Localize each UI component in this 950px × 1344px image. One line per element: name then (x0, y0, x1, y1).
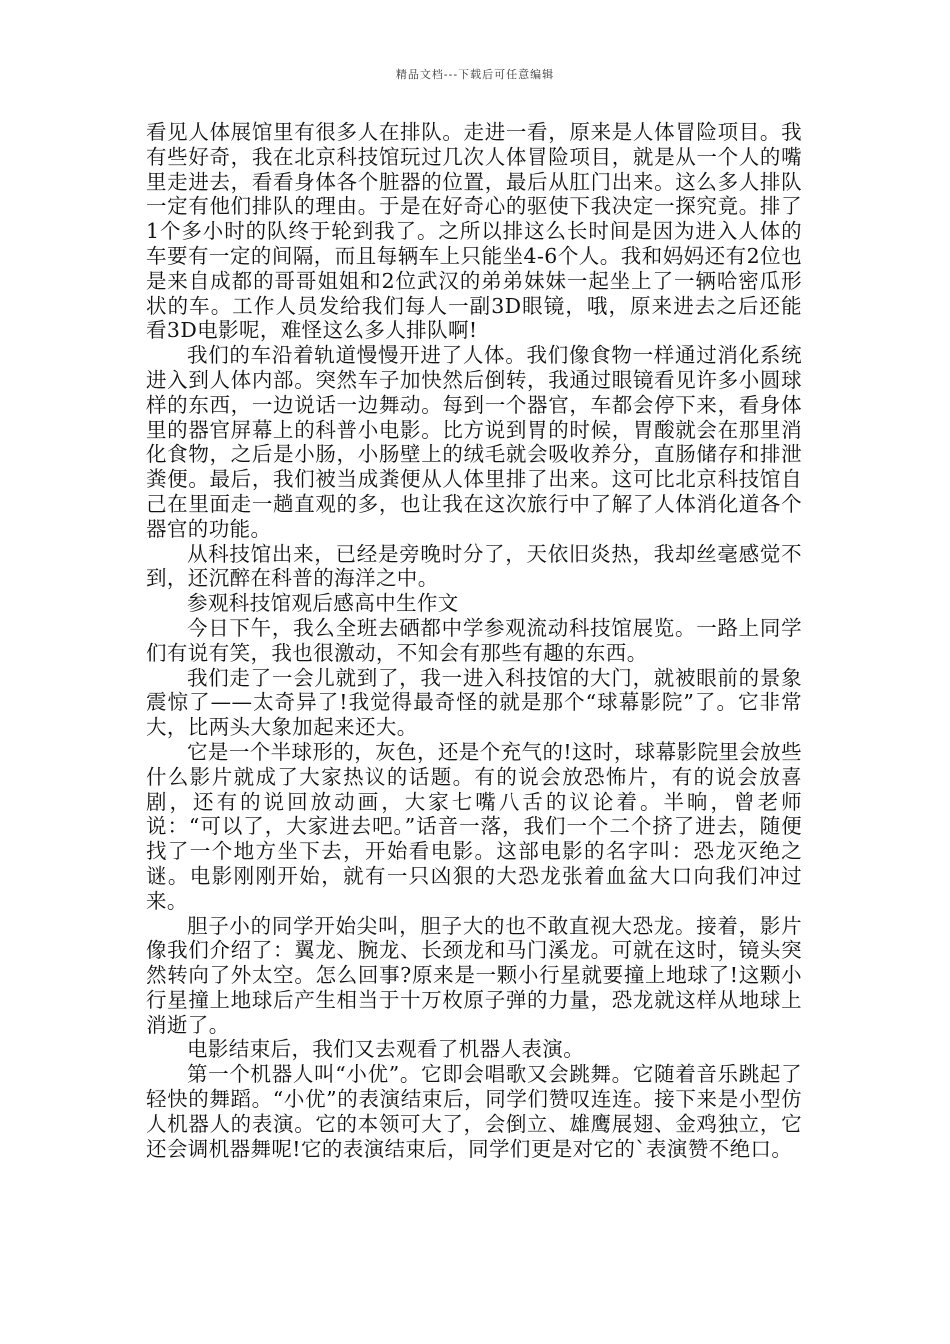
document-body (146, 120, 802, 1161)
section-title: 参观科技馆观后感高中生作文 (187, 591, 459, 616)
paragraph: 电影结束后，我们又去观看了机器人表演。 (187, 1037, 585, 1062)
paragraph: 我们走了一会儿就到了，我一进入科技馆的大门，就被眼前的景象震惊了——太奇异了!我觉得最奇怪的就是那个“球幕影院”了。它非常大，比两头大象加起来还大。 (146, 665, 802, 740)
paragraph: 今日下午，我么全班去硒都中学参观流动科技馆展览。一路上同学们有说有笑，我也很激动，不知会有那些有趣的东西。 (146, 615, 802, 665)
paragraph: 第一个机器人叫“小优”。它即会唱歌又会跳舞。它随着音乐跳起了轻快的舞蹈。“小优”的表演结束后，同学们赞叹连连。接下来是小型仿人机器人的表演。它的本领可大了，会倒立、雄鹰展翅、金鸡独立，它还会调机器舞呢!它的表演结束后，同学们更是对它的`表演赞不绝口。 (146, 1062, 802, 1161)
paragraph: 胆子小的同学开始尖叫，胆子大的也不敢直视大恐龙。接着，影片像我们介绍了：翼龙、腕龙、长颈龙和马门溪龙。可就在这时，镜头突然转向了外太空。怎么回事?原来是一颗小行星就要撞上地球了!这颗小行星撞上地球后产生相当于十万枚原子弹的力量，恐龙就这样从地球上消逝了。 (146, 913, 802, 1037)
paragraph: 看见人体展馆里有很多人在排队。走进一看，原来是人体冒险项目。我有些好奇，我在北京科技馆玩过几次人体冒险项目，就是从一个人的嘴里走进去，看看身体各个脏器的位置，最后从肛门出来。这么多人排队一定有他们排队的理由。于是在好奇心的驱使下我决定一探究竟。排了1个多小时的队终于轮到我了。之所以排这么长时间是因为进入人体的车要有一定的间隔，而且每辆车上只能坐4-6个人。我和妈妈还有2位也是来自成都的哥哥姐姐和2位武汉的弟弟妹妹一起坐上了一辆哈密瓜形状的车。工作人员发给我们每人一副3D眼镜，哦，原来进去之后还能看3D电影呢，难怪这么多人排队啊! (146, 120, 802, 343)
paragraph: 我们的车沿着轨道慢慢开进了人体。我们像食物一样通过消化系统进入到人体内部。突然车子加快然后倒转，我通过眼镜看见许多小圆球样的东西，一边说话一边舞动。每到一个器官，车都会停下来，看身体里的器官屏幕上的科普小电影。比方说到胃的时候，胃酸就会在那里消化食物，之后是小肠，小肠壁上的绒毛就会吸收养分，直肠储存和排泄粪便。最后，我们被当成粪便从人体里排了出来。这可比北京科技馆自己在里面走一趟直观的多，也让我在这次旅行中了解了人体消化道各个器官的功能。 (146, 343, 802, 541)
paragraph: 它是一个半球形的，灰色，还是个充气的!这时，球幕影院里会放些什么影片就成了大家热议的话题。有的说会放恐怖片，有的说会放喜剧，还有的说回放动画，大家七嘴八舌的议论着。半晌，曾老师说：“可以了，大家进去吧。”话音一落，我们一个二个挤了进去，随便找了一个地方坐下去，开始看电影。这部电影的名字叫：恐龙灭绝之谜。电影刚刚开始，就有一只凶狠的大恐龙张着血盆大口向我们冲过来。 (146, 739, 802, 913)
page-header: 精品文档---下载后可任意编辑 (395, 68, 555, 81)
paragraph: 从科技馆出来，已经是旁晚时分了，天依旧炎热，我却丝毫感觉不到，还沉醉在科普的海洋之中。 (146, 541, 802, 591)
